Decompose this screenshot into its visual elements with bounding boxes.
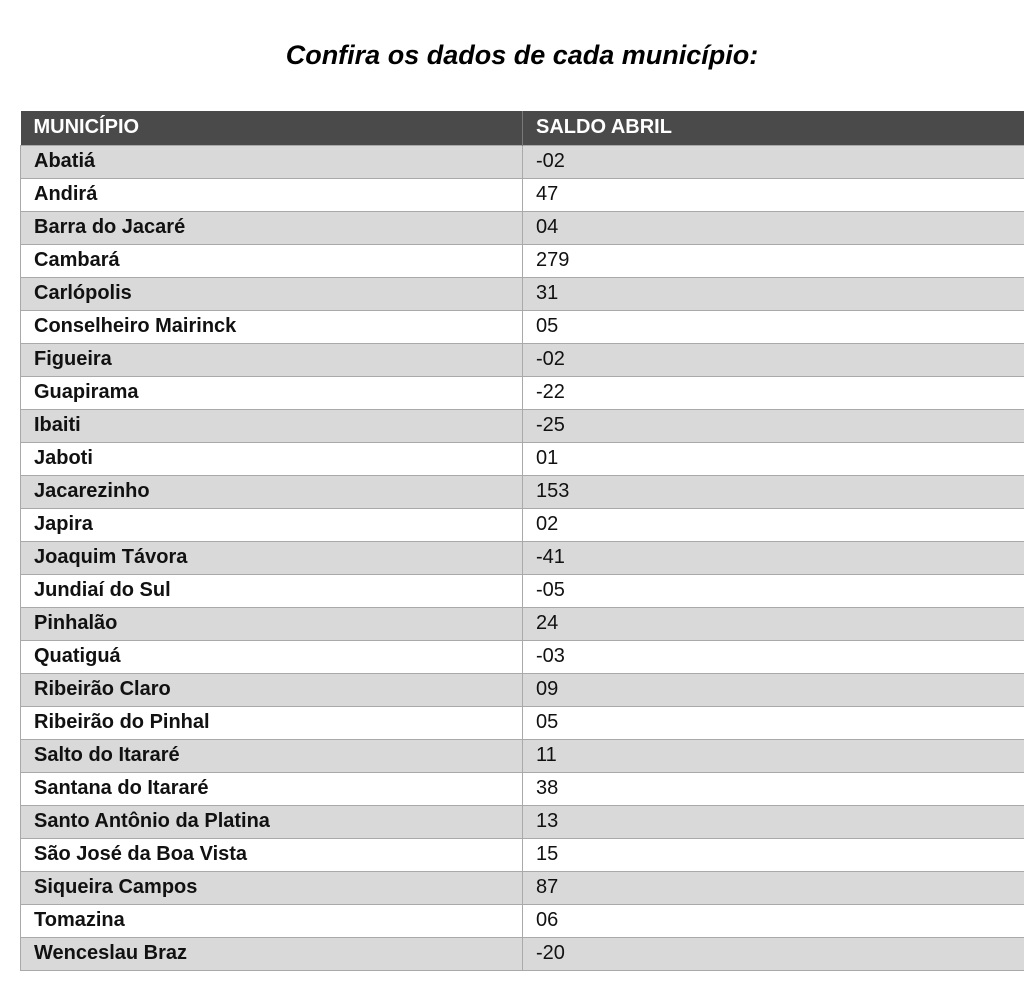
municipio-cell: Quatiguá [21, 640, 523, 673]
municipio-cell: Ibaiti [21, 409, 523, 442]
saldo-cell: 279 [523, 244, 1024, 277]
municipio-cell: Ribeirão Claro [21, 673, 523, 706]
table-row [21, 871, 1024, 904]
saldo-cell: -02 [523, 343, 1024, 376]
table-row [21, 442, 1024, 475]
municipio-cell: Abatiá [21, 145, 523, 178]
saldo-cell: 04 [523, 211, 1024, 244]
municipio-cell: Tomazina [21, 904, 523, 937]
table-row [21, 541, 1024, 574]
saldo-cell: 13 [523, 805, 1024, 838]
page-title: Confira os dados de cada município: [285, 40, 759, 70]
table-body [21, 145, 1024, 970]
table-row [21, 310, 1024, 343]
municipio-cell: Japira [21, 508, 523, 541]
table-row [21, 277, 1024, 310]
municipality-table [20, 111, 1024, 971]
municipio-cell: Carlópolis [21, 277, 523, 310]
saldo-cell: 153 [523, 475, 1024, 508]
table-row [21, 739, 1024, 772]
municipio-cell: São José da Boa Vista [21, 838, 523, 871]
table-row [21, 640, 1024, 673]
table-row [21, 937, 1024, 970]
table-row [21, 574, 1024, 607]
saldo-cell: 05 [523, 310, 1024, 343]
saldo-cell: 87 [523, 871, 1024, 904]
saldo-cell: 06 [523, 904, 1024, 937]
municipio-cell: Andirá [21, 178, 523, 211]
table-row [21, 244, 1024, 277]
saldo-cell: -41 [523, 541, 1024, 574]
municipio-cell: Joaquim Távora [21, 541, 523, 574]
table-row [21, 838, 1024, 871]
saldo-cell: -02 [523, 145, 1024, 178]
table-row [21, 706, 1024, 739]
table-header-row [21, 111, 1024, 145]
municipio-cell: Conselheiro Mairinck [21, 310, 523, 343]
saldo-cell: 11 [523, 739, 1024, 772]
table-row [21, 178, 1024, 211]
municipio-cell: Guapirama [21, 376, 523, 409]
municipio-cell: Pinhalão [21, 607, 523, 640]
saldo-cell: 02 [523, 508, 1024, 541]
municipio-cell: Figueira [21, 343, 523, 376]
municipio-cell: Barra do Jacaré [21, 211, 523, 244]
table-row [21, 673, 1024, 706]
table-row [21, 145, 1024, 178]
municipio-cell: Wenceslau Braz [21, 937, 523, 970]
saldo-cell: -03 [523, 640, 1024, 673]
municipio-cell: Salto do Itararé [21, 739, 523, 772]
municipio-cell: Santana do Itararé [21, 772, 523, 805]
saldo-cell: -25 [523, 409, 1024, 442]
municipio-cell: Jaboti [21, 442, 523, 475]
table-row [21, 343, 1024, 376]
table-row [21, 211, 1024, 244]
municipio-cell: Ribeirão do Pinhal [21, 706, 523, 739]
saldo-cell: 38 [523, 772, 1024, 805]
table-row [21, 805, 1024, 838]
table-row [21, 607, 1024, 640]
saldo-cell: 47 [523, 178, 1024, 211]
municipio-cell: Santo Antônio da Platina [21, 805, 523, 838]
table-row [21, 904, 1024, 937]
municipio-cell: Cambará [21, 244, 523, 277]
table-row [21, 475, 1024, 508]
table-row [21, 508, 1024, 541]
saldo-cell: 24 [523, 607, 1024, 640]
table-row [21, 772, 1024, 805]
table-row [21, 409, 1024, 442]
column-header-saldo-abril: SALDO ABRIL [523, 111, 1024, 145]
saldo-cell: -05 [523, 574, 1024, 607]
municipio-cell: Siqueira Campos [21, 871, 523, 904]
saldo-cell: 31 [523, 277, 1024, 310]
saldo-cell: 01 [523, 442, 1024, 475]
saldo-cell: 05 [523, 706, 1024, 739]
saldo-cell: 15 [523, 838, 1024, 871]
saldo-cell: 09 [523, 673, 1024, 706]
municipio-cell: Jundiaí do Sul [21, 574, 523, 607]
table-row [21, 376, 1024, 409]
saldo-cell: -20 [523, 937, 1024, 970]
municipio-cell: Jacarezinho [21, 475, 523, 508]
column-header-municipio: MUNICÍPIO [21, 111, 523, 145]
saldo-cell: -22 [523, 376, 1024, 409]
